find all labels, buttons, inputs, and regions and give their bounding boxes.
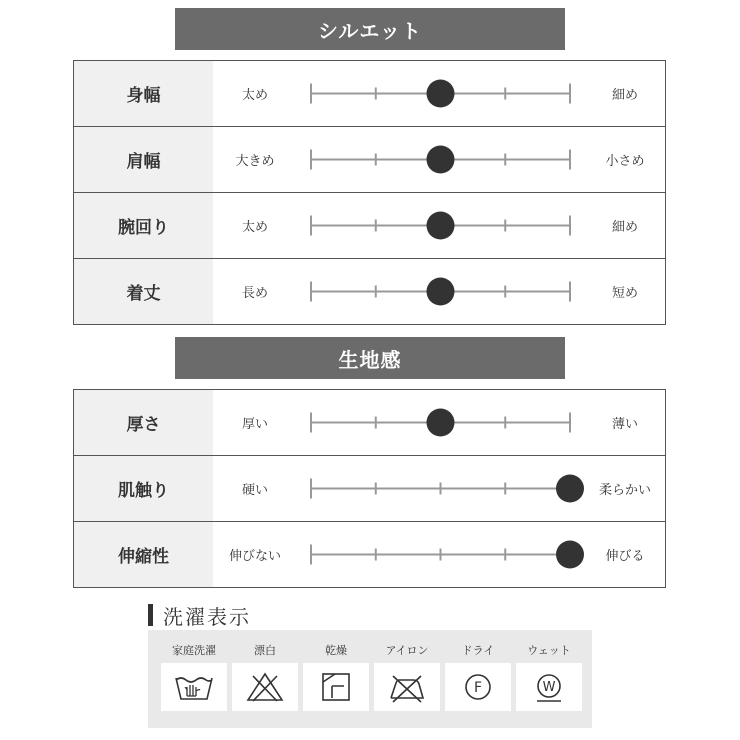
bleach-no-icon — [232, 663, 298, 711]
heading-bar — [148, 604, 153, 626]
row-label: 腕回り — [74, 193, 213, 258]
silhouette-title: シルエット — [317, 18, 423, 43]
care-item-wetclean — [516, 630, 582, 728]
scale-marker — [427, 80, 455, 108]
row-label: 身幅 — [74, 61, 213, 126]
scale-graphic — [310, 193, 571, 258]
rating-scale — [310, 456, 571, 521]
right-label: 伸びる — [605, 549, 645, 564]
care-label: ドライ — [461, 644, 495, 657]
scale-graphic — [310, 456, 571, 521]
care-label: 家庭洗濯 — [172, 644, 216, 657]
care-heading — [148, 602, 251, 628]
rating-scale — [310, 522, 571, 587]
rating-scale — [310, 61, 571, 126]
row-label: 肌触り — [74, 456, 213, 521]
care-item-wash — [161, 630, 227, 728]
row-label: 厚さ — [74, 390, 213, 455]
left-label: 長め — [241, 286, 268, 301]
table-row — [74, 192, 665, 258]
left-label: 硬い — [241, 483, 268, 498]
scale-marker — [556, 541, 584, 569]
row-label: 着丈 — [74, 259, 213, 324]
scale-marker — [427, 212, 455, 240]
right-label: 短め — [611, 286, 638, 301]
care-item-dryclean — [445, 630, 511, 728]
care-label: ウェット — [527, 644, 571, 657]
right-label: 薄い — [611, 417, 638, 432]
care-panel — [148, 630, 592, 728]
right-label: 細め — [611, 220, 638, 235]
care-label: 漂白 — [254, 644, 276, 657]
care-item-bleach — [232, 630, 298, 728]
scale-graphic — [310, 522, 571, 587]
table-row — [74, 521, 665, 587]
scale-marker — [427, 409, 455, 437]
silhouette-header — [175, 8, 565, 50]
rating-scale — [310, 127, 571, 192]
scale-marker — [427, 146, 455, 174]
care-item-dry — [303, 630, 369, 728]
table-row — [74, 455, 665, 521]
table-row — [74, 258, 665, 324]
table-row — [74, 126, 665, 192]
right-label: 小さめ — [605, 154, 645, 169]
iron-no-icon — [374, 663, 440, 711]
left-label: 厚い — [241, 417, 268, 432]
scale-graphic — [310, 61, 571, 126]
row-label: 伸縮性 — [74, 522, 213, 587]
rating-scale — [310, 259, 571, 324]
dry-shade-icon — [303, 663, 369, 711]
wetclean-w-icon — [516, 663, 582, 711]
table-row — [74, 61, 665, 126]
rating-scale — [310, 193, 571, 258]
dryclean-f-icon — [445, 663, 511, 711]
care-label: アイロン — [385, 644, 429, 657]
scale-marker — [427, 278, 455, 306]
dryclean-letter: F — [473, 680, 483, 696]
wetclean-letter: W — [542, 680, 556, 695]
care-label: 乾燥 — [325, 644, 347, 657]
texture-table — [73, 389, 666, 588]
left-label: 太め — [241, 88, 268, 103]
table-row — [74, 390, 665, 455]
texture-header — [175, 337, 565, 379]
scale-graphic — [310, 390, 571, 455]
left-label: 伸びない — [228, 549, 281, 564]
scale-marker — [556, 475, 584, 503]
silhouette-table — [73, 60, 666, 325]
scale-graphic — [310, 259, 571, 324]
right-label: 細め — [611, 88, 638, 103]
left-label: 大きめ — [235, 154, 275, 169]
left-label: 太め — [241, 220, 268, 235]
row-label: 肩幅 — [74, 127, 213, 192]
rating-scale — [310, 390, 571, 455]
care-item-iron — [374, 630, 440, 728]
care-title: 洗濯表示 — [163, 604, 251, 629]
scale-graphic — [310, 127, 571, 192]
washtub-no-icon — [161, 663, 227, 711]
right-label: 柔らかい — [598, 483, 651, 498]
texture-title: 生地感 — [338, 347, 402, 372]
